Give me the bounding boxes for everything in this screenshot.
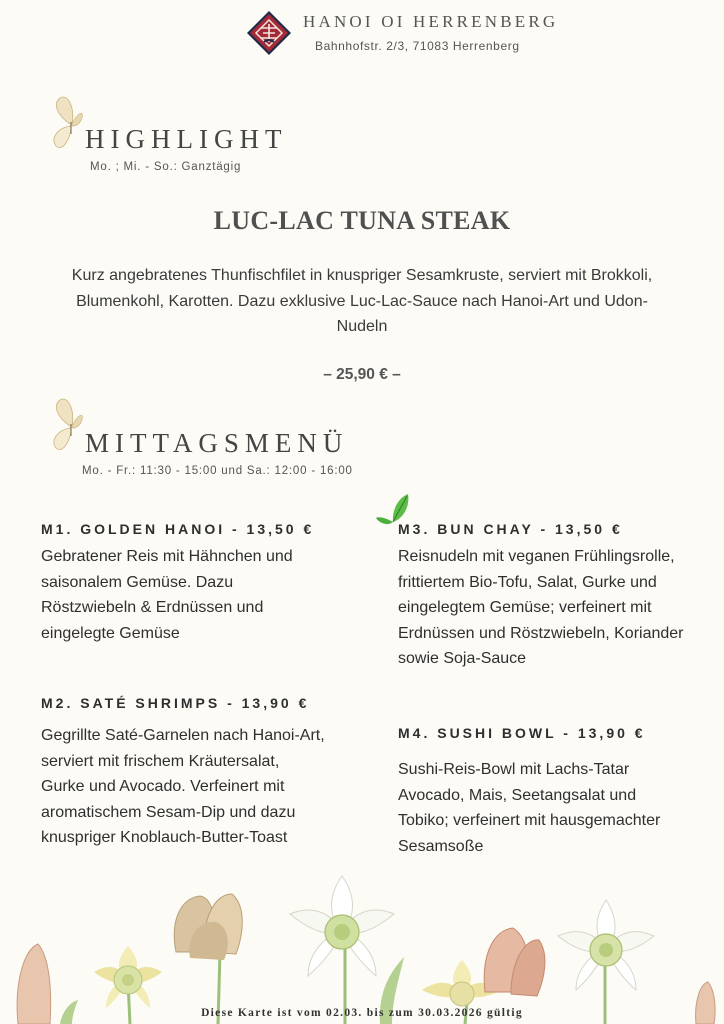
validity-footer: Diese Karte ist vom 02.03. bis zum 30.03.2026 gültig — [201, 1007, 523, 1019]
highlight-dish-description: Kurz angebratenes Thunfischfilet in knuspriger Sesamkruste, serviert mit Brokkoli, Blumenkohl, Karotten. Dazu exklusive Luc-Lac-Sauce nach Hanoi-Art und Udon-Nudeln — [71, 267, 653, 336]
flower-decoration — [0, 862, 724, 1024]
highlight-title: HIGHLIGHT — [85, 124, 288, 154]
menu-item-m1-description: Gebratener Reis mit Hähnchen und saisonalem Gemüse. Dazu Röstzwiebeln & Erdnüssen und eingelegte Gemüse — [41, 548, 293, 642]
menu-item-m1-title: M1. GOLDEN HANOI - 13,50 € — [41, 521, 315, 537]
lunch-menu-title: MITTAGSMENÜ — [85, 428, 349, 458]
butterfly-icon — [48, 94, 88, 152]
menu-item-m3-description: Reisnudeln mit veganen Frühlingsrolle, frittiertem Bio-Tofu, Salat, Gurke und eingelegtem Gemüse; verfeinert mit Erdnüssen und Röstzwiebeln, Koriander sowie Soja-Sauce — [398, 548, 684, 668]
restaurant-name: HANOI OI HERRENBERG — [303, 12, 559, 31]
highlight-dish-name: LUC-LAC TUNA STEAK — [213, 206, 511, 235]
menu-item-m3-title: M3. BUN CHAY - 13,50 € — [398, 521, 623, 537]
butterfly-icon — [48, 396, 88, 454]
lunch-menu-hours: Mo. - Fr.: 11:30 - 15:00 und Sa.: 12:00 - 16:00 — [82, 465, 353, 477]
menu-item-m4-description: Sushi-Reis-Bowl mit Lachs-Tatar Avocado, Mais, Seetangsalat und Tobiko; verfeinert mit hausgemachter Sesamsoße — [398, 761, 661, 855]
menu-item-m2-title: M2. SATÉ SHRIMPS - 13,90 € — [41, 695, 310, 711]
highlight-hours: Mo. ; Mi. - So.: Ganztägig — [90, 161, 242, 173]
menu-item-m2-description: Gegrillte Saté-Garnelen nach Hanoi-Art, serviert mit frischem Kräutersalat, Gurke und Avocado. Verfeinert mit aromatischem Sesam-Dip und dazu knuspriger Knoblauch-Butter-Toast — [41, 727, 325, 847]
highlight-dish-price: – 25,90 € – — [323, 366, 401, 383]
restaurant-address: Bahnhofstr. 2/3, 71083 Herrenberg — [315, 39, 520, 53]
menu-item-m4-title: M4. SUSHI BOWL - 13,90 € — [398, 725, 646, 741]
restaurant-logo — [246, 10, 292, 56]
